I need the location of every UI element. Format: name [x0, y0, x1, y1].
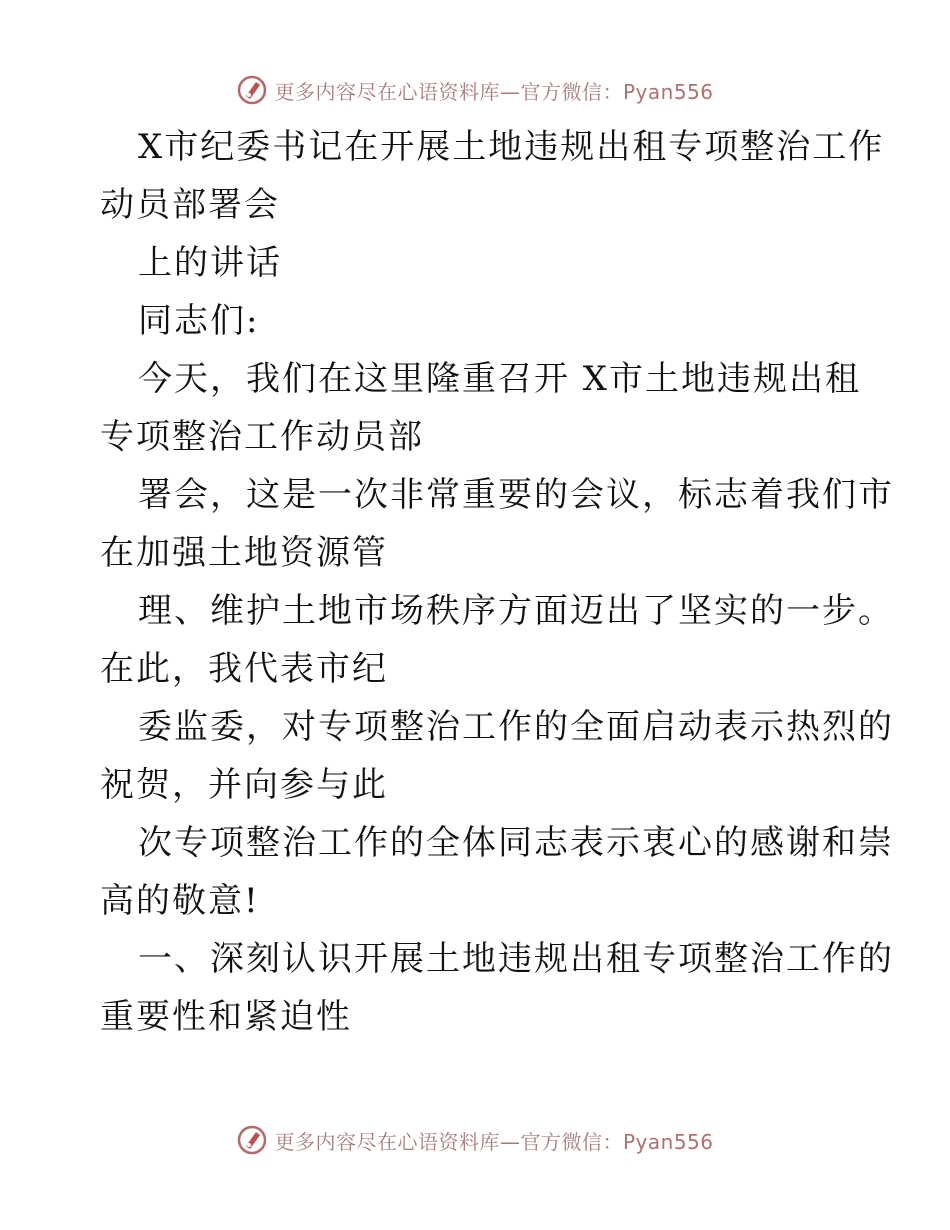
text-line: 动员部署会 [100, 185, 280, 225]
text-line: 在加强土地资源管 [100, 533, 388, 573]
watermark-header [0, 70, 950, 110]
text-line: 上的讲话 [138, 243, 282, 283]
text-line: 专项整治工作动员部 [100, 417, 424, 457]
pen-nib-circle-icon [236, 74, 268, 106]
text-line: 署会，这是一次非常重要的会议，标志着我们市 [138, 475, 894, 515]
text-line: 在此，我代表市纪 [100, 649, 388, 689]
pen-nib-circle-icon [236, 1124, 268, 1156]
watermark-footer [0, 1120, 950, 1160]
text-line: 一、深刻认识开展土地违规出租专项整治工作的 [138, 939, 894, 979]
text-line: X市纪委书记在开展土地违规出租专项整治工作 [138, 127, 885, 167]
text-line: 祝贺，并向参与此 [100, 765, 388, 805]
watermark-text [274, 76, 713, 105]
text-line: 重要性和紧迫性 [100, 997, 352, 1037]
text-line: 同志们: [138, 301, 260, 341]
text-line: 次专项整治工作的全体同志表示衷心的感谢和崇 [138, 823, 894, 863]
text-line: 高的敬意! [100, 881, 260, 921]
watermark-message: 更多内容尽在心语资料库—官方微信： [274, 79, 623, 104]
watermark-message: 更多内容尽在心语资料库—官方微信： [274, 1129, 623, 1154]
watermark-text [274, 1126, 713, 1155]
text-line: 委监委，对专项整治工作的全面启动表示热烈的 [138, 707, 894, 747]
text-line: 理、维护土地市场秩序方面迈出了坚实的一步。 [138, 591, 894, 631]
document-body [100, 118, 894, 1046]
watermark-handle: Pyan556 [622, 79, 714, 104]
text-line: 今天，我们在这里隆重召开 X市土地违规出租 [138, 359, 862, 399]
watermark-handle: Pyan556 [622, 1129, 714, 1154]
